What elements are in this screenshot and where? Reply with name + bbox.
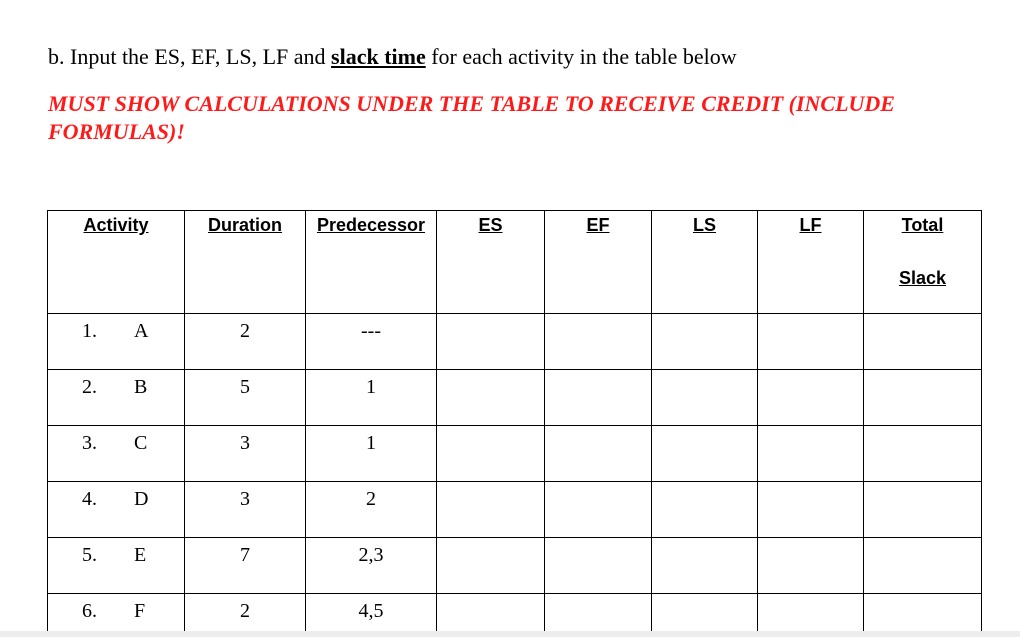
- header-slack: Slack: [898, 268, 947, 288]
- cell-predecessor: ---: [306, 314, 437, 370]
- question-text: [48, 44, 737, 70]
- header-total: Total: [901, 215, 944, 235]
- input-cell-es[interactable]: [437, 482, 545, 538]
- input-cell-ef[interactable]: [545, 314, 652, 370]
- header-es: ES: [437, 211, 545, 314]
- input-cell-ls[interactable]: [652, 482, 758, 538]
- bottom-strip: [0, 631, 1020, 637]
- activity-letter: E: [134, 544, 147, 566]
- cell-predecessor: 2: [306, 482, 437, 538]
- cell-duration: 2: [185, 594, 306, 637]
- header-total-slack: [864, 211, 982, 314]
- question-suffix: for each activity in the table below: [425, 44, 737, 69]
- cell-activity: [48, 482, 185, 538]
- cell-duration: 3: [185, 426, 306, 482]
- cell-activity: [48, 370, 185, 426]
- header-predecessor: Predecessor: [306, 211, 437, 314]
- cell-activity: [48, 426, 185, 482]
- cell-activity: [48, 538, 185, 594]
- header-activity: Activity: [48, 211, 185, 314]
- input-cell-ls[interactable]: [652, 538, 758, 594]
- header-lf: LF: [758, 211, 864, 314]
- cell-duration: 7: [185, 538, 306, 594]
- input-cell-es[interactable]: [437, 426, 545, 482]
- input-cell-es[interactable]: [437, 538, 545, 594]
- input-cell-ef[interactable]: [545, 482, 652, 538]
- header-row: [48, 211, 982, 314]
- input-cell-total-slack[interactable]: [864, 538, 982, 594]
- cell-predecessor: 1: [306, 370, 437, 426]
- header-ls: LS: [652, 211, 758, 314]
- activity-letter: B: [134, 376, 148, 398]
- activity-number: 5.: [82, 544, 97, 566]
- activity-number: 1.: [82, 320, 97, 342]
- cell-duration: 3: [185, 482, 306, 538]
- input-cell-ls[interactable]: [652, 426, 758, 482]
- input-cell-ef[interactable]: [545, 370, 652, 426]
- instruction-text: MUST SHOW CALCULATIONS UNDER THE TABLE TO RECEIVE CREDIT (INCLUDE FORMULAS)!: [48, 91, 895, 144]
- activity-number: 4.: [82, 488, 97, 510]
- activity-number: 6.: [82, 600, 97, 622]
- cell-activity: [48, 314, 185, 370]
- input-cell-lf[interactable]: [758, 426, 864, 482]
- question-emphasis: slack time: [331, 44, 426, 69]
- activity-letter: F: [134, 600, 146, 622]
- table-row: [48, 538, 982, 594]
- activity-letter: C: [134, 432, 148, 454]
- schedule-table: [47, 210, 982, 637]
- table-row: [48, 482, 982, 538]
- header-duration: Duration: [185, 211, 306, 314]
- activity-letter: D: [134, 488, 149, 510]
- table-row: [48, 314, 982, 370]
- input-cell-lf[interactable]: [758, 314, 864, 370]
- input-cell-ls[interactable]: [652, 370, 758, 426]
- question-prefix: b. Input the ES, EF, LS, LF and: [48, 44, 332, 69]
- input-cell-lf[interactable]: [758, 482, 864, 538]
- activity-number: 3.: [82, 432, 97, 454]
- table-row: [48, 426, 982, 482]
- activity-number: 2.: [82, 376, 97, 398]
- cell-predecessor: 2,3: [306, 538, 437, 594]
- input-cell-total-slack[interactable]: [864, 426, 982, 482]
- input-cell-total-slack[interactable]: [864, 314, 982, 370]
- input-cell-es[interactable]: [437, 370, 545, 426]
- table-row: [48, 370, 982, 426]
- input-cell-ef[interactable]: [545, 426, 652, 482]
- cell-predecessor: 4,5: [306, 594, 437, 637]
- table-body: [48, 314, 982, 637]
- input-cell-ls[interactable]: [652, 314, 758, 370]
- input-cell-ef[interactable]: [545, 538, 652, 594]
- activity-letter: A: [134, 320, 149, 342]
- input-cell-total-slack[interactable]: [864, 482, 982, 538]
- cell-duration: 2: [185, 314, 306, 370]
- input-cell-es[interactable]: [437, 314, 545, 370]
- cell-predecessor: 1: [306, 426, 437, 482]
- input-cell-total-slack[interactable]: [864, 370, 982, 426]
- input-cell-lf[interactable]: [758, 370, 864, 426]
- cell-duration: 5: [185, 370, 306, 426]
- input-cell-lf[interactable]: [758, 538, 864, 594]
- header-ef: EF: [545, 211, 652, 314]
